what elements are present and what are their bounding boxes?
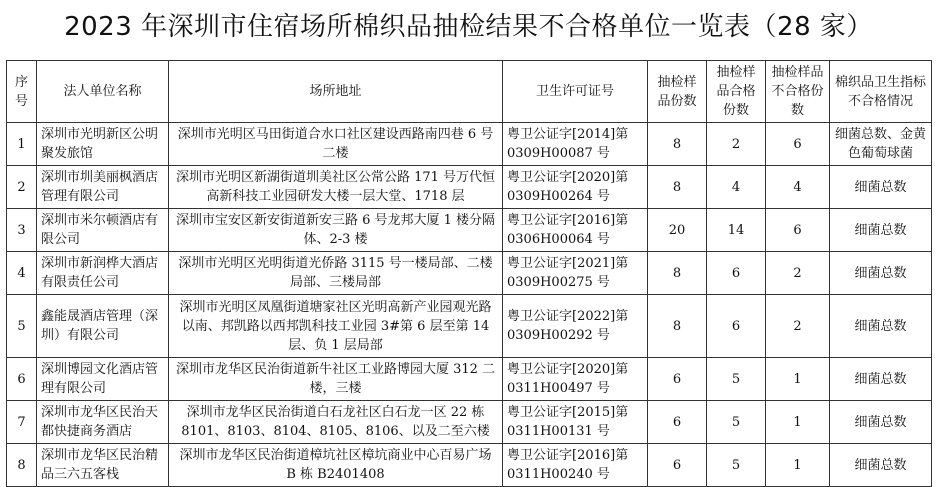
row-no: 3 [7, 209, 37, 252]
row-pass: 14 [707, 209, 766, 252]
row-license: 粤卫公证字[2021]第0309H00275 号 [503, 252, 648, 295]
row-name: 鑫能晟酒店管理（深圳）有限公司 [37, 295, 169, 358]
row-license: 粤卫公证字[2016]第0311H00240 号 [503, 444, 648, 487]
row-pass: 4 [707, 166, 766, 209]
table-header-row [7, 61, 932, 123]
page-title: 2023 年深圳市住宿场所棉织品抽检结果不合格单位一览表（28 家） [64, 12, 873, 42]
header-name: 法人单位名称 [37, 61, 169, 123]
row-address: 深圳市龙华区民治街道新牛社区工业路博园大厦 312 二楼，三楼 [169, 358, 503, 401]
row-name: 深圳市圳美丽枫酒店管理有限公司 [37, 166, 169, 209]
row-address: 深圳市光明区凤凰街道塘家社区光明高新产业园观光路以南、邦凯路以西邦凯科技工业园 3#第 6 层至第 14 层、负 1 层局部 [169, 295, 503, 358]
row-no: 1 [7, 123, 37, 166]
table-row [7, 401, 932, 444]
header-license: 卫生许可证号 [503, 61, 648, 123]
row-samples: 8 [648, 252, 707, 295]
row-pass: 2 [707, 123, 766, 166]
header-samples: 抽检样品份数 [648, 61, 707, 123]
row-fail: 2 [766, 295, 830, 358]
row-issue: 细菌总数、金黄色葡萄球菌 [830, 123, 932, 166]
row-address: 深圳市宝安区新安街道新安三路 6 号龙邦大厦 1 楼分隔体、2-3 楼 [169, 209, 503, 252]
row-name: 深圳市光明新区公明聚发旅馆 [37, 123, 169, 166]
row-samples: 6 [648, 444, 707, 487]
row-name: 深圳市龙华区民治天都快捷商务酒店 [37, 401, 169, 444]
header-issue: 棉织品卫生指标不合格情况 [830, 61, 932, 123]
row-no: 6 [7, 358, 37, 401]
table-row [7, 295, 932, 358]
row-name: 深圳博园文化酒店管理有限公司 [37, 358, 169, 401]
row-license: 粤卫公证字[2022]第0309H00292 号 [503, 295, 648, 358]
row-issue: 细菌总数 [830, 209, 932, 252]
row-no: 8 [7, 444, 37, 487]
row-samples: 8 [648, 166, 707, 209]
header-address: 场所地址 [169, 61, 503, 123]
row-samples: 8 [648, 123, 707, 166]
table-row [7, 166, 932, 209]
row-issue: 细菌总数 [830, 295, 932, 358]
row-pass: 6 [707, 295, 766, 358]
row-name: 深圳市米尔顿酒店有限公司 [37, 209, 169, 252]
row-address: 深圳市龙华区民治街道樟坑社区樟坑商业中心百易广场B 栋 B2401408 [169, 444, 503, 487]
row-issue: 细菌总数 [830, 444, 932, 487]
row-issue: 细菌总数 [830, 166, 932, 209]
row-no: 4 [7, 252, 37, 295]
row-issue: 细菌总数 [830, 358, 932, 401]
table-row [7, 209, 932, 252]
row-pass: 6 [707, 252, 766, 295]
row-no: 2 [7, 166, 37, 209]
row-samples: 6 [648, 358, 707, 401]
row-address: 深圳市光明区马田街道合水口社区建设西路南四巷 6 号二楼 [169, 123, 503, 166]
row-samples: 8 [648, 295, 707, 358]
table-row [7, 123, 932, 166]
row-fail: 1 [766, 358, 830, 401]
row-name: 深圳市龙华区民治精品三六五客栈 [37, 444, 169, 487]
row-address: 深圳市光明区新湖街道圳美社区公常公路 171 号万代恒高新科技工业园研发大楼一层大堂、1718 层 [169, 166, 503, 209]
row-pass: 5 [707, 401, 766, 444]
row-address: 深圳市龙华区民治街道白石龙社区白石龙一区 22 栋8101、8103、8104、8105、8106、以及二至六楼 [169, 401, 503, 444]
header-pass: 抽检样品合格份数 [707, 61, 766, 123]
row-issue: 细菌总数 [830, 252, 932, 295]
table-row [7, 444, 932, 487]
row-license: 粤卫公证字[2020]第0309H00264 号 [503, 166, 648, 209]
results-table [6, 60, 932, 487]
row-samples: 20 [648, 209, 707, 252]
header-fail: 抽检样品不合格份数 [766, 61, 830, 123]
row-fail: 4 [766, 166, 830, 209]
row-pass: 5 [707, 444, 766, 487]
row-license: 粤卫公证字[2014]第0309H00087 号 [503, 123, 648, 166]
row-fail: 6 [766, 123, 830, 166]
table-row [7, 252, 932, 295]
row-pass: 5 [707, 358, 766, 401]
header-no: 序号 [7, 61, 37, 123]
row-name: 深圳市新润桦大酒店有限责任公司 [37, 252, 169, 295]
row-fail: 1 [766, 444, 830, 487]
row-fail: 1 [766, 401, 830, 444]
row-license: 粤卫公证字[2020]第0311H00497 号 [503, 358, 648, 401]
row-samples: 6 [648, 401, 707, 444]
row-fail: 6 [766, 209, 830, 252]
row-no: 5 [7, 295, 37, 358]
row-license: 粤卫公证字[2016]第0306H00064 号 [503, 209, 648, 252]
row-no: 7 [7, 401, 37, 444]
row-license: 粤卫公证字[2015]第0311H00131 号 [503, 401, 648, 444]
row-issue: 细菌总数 [830, 401, 932, 444]
row-fail: 2 [766, 252, 830, 295]
table-row [7, 358, 932, 401]
row-address: 深圳市光明区光明街道光侨路 3115 号一楼局部、二楼局部、三楼局部 [169, 252, 503, 295]
